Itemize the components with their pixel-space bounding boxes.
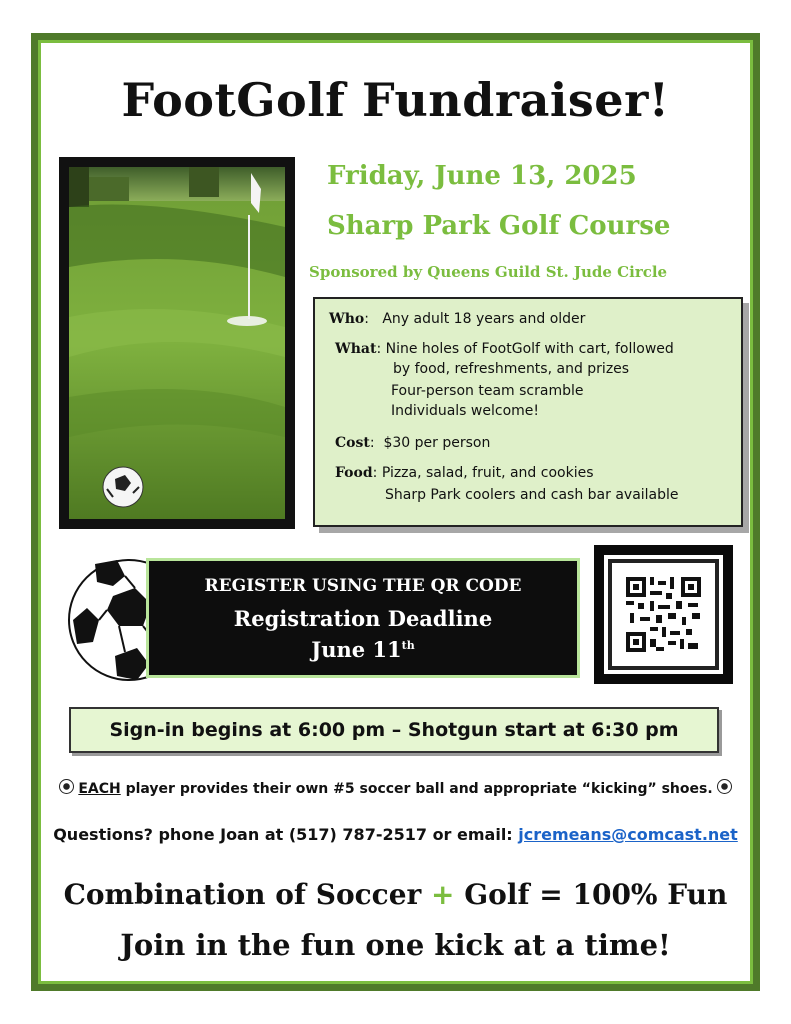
- flyer-frame: [38, 40, 753, 984]
- what-line-4: Individuals welcome!: [391, 403, 540, 419]
- who-row: Who: Any adult 18 years and older: [329, 311, 586, 327]
- tagline-join: Join in the fun one kick at a time!: [120, 928, 671, 962]
- what-line-2: by food, refreshments, and prizes: [393, 361, 630, 377]
- deadline-date-text: June 11: [311, 637, 402, 662]
- cost-label: Cost: [335, 435, 370, 451]
- cost-value: $30 per person: [383, 435, 491, 451]
- ball-shoes-note: [41, 779, 750, 797]
- cost-row: Cost: $30 per person: [335, 435, 491, 451]
- soccer-ball-icon: [65, 556, 155, 686]
- tagline-part2: Golf: [454, 878, 540, 911]
- food-line-1: Pizza, salad, fruit, and cookies: [381, 465, 594, 481]
- equals-icon: =: [539, 878, 563, 911]
- note-each: EACH: [78, 781, 121, 797]
- qr-code-icon[interactable]: [594, 545, 733, 684]
- plus-icon: +: [431, 878, 455, 911]
- event-date: Friday, June 13, 2025: [327, 161, 637, 191]
- soccer-ball-icon-right: [717, 779, 732, 794]
- flyer-page: [41, 43, 750, 981]
- tagline-combination: [41, 878, 750, 911]
- deadline-date-suffix: th: [401, 639, 415, 652]
- flyer-title: FootGolf Fundraiser!: [121, 73, 670, 127]
- signin-box: Sign-in begins at 6:00 pm – Shotgun start at 6:30 pm: [69, 707, 719, 753]
- contact-email-link[interactable]: jcremeans@comcast.net: [518, 825, 738, 844]
- what-line-3: Four-person team scramble: [391, 383, 584, 399]
- note-rest: player provides their own #5 soccer ball and appropriate “kicking” shoes.: [120, 781, 713, 797]
- what-label: What: [335, 341, 377, 357]
- food-line-2: Sharp Park coolers and cash bar available: [385, 487, 679, 503]
- contact-text: Questions? phone Joan at (517) 787-2517 or email:: [53, 825, 519, 844]
- soccer-ball-icon-left: [59, 779, 74, 794]
- what-row: What: Nine holes of FootGolf with cart, followed: [335, 341, 674, 357]
- tagline-part1: Combination of Soccer: [63, 878, 432, 911]
- food-label: Food: [335, 465, 373, 481]
- info-box: [313, 297, 743, 527]
- what-line-1: Nine holes of FootGolf with cart, followed: [385, 341, 674, 357]
- flyer-outer-frame: [31, 33, 760, 991]
- event-venue: Sharp Park Golf Course: [327, 211, 671, 241]
- tagline-part3: 100% Fun: [562, 878, 728, 911]
- register-box: [146, 558, 580, 678]
- golf-green-image: [69, 167, 285, 519]
- who-value: Any adult 18 years and older: [382, 311, 586, 327]
- golf-photo-frame: [59, 157, 295, 529]
- who-label: Who: [329, 311, 365, 327]
- event-sponsor: Sponsored by Queens Guild St. Jude Circle: [309, 263, 668, 281]
- register-instruction: REGISTER USING THE QR CODE: [204, 576, 522, 596]
- registration-deadline-date: [149, 637, 577, 662]
- registration-deadline-label: Registration Deadline: [233, 606, 493, 631]
- food-row: Food: Pizza, salad, fruit, and cookies: [335, 465, 594, 481]
- contact-line: [41, 825, 750, 844]
- golf-green-photo: [69, 167, 285, 519]
